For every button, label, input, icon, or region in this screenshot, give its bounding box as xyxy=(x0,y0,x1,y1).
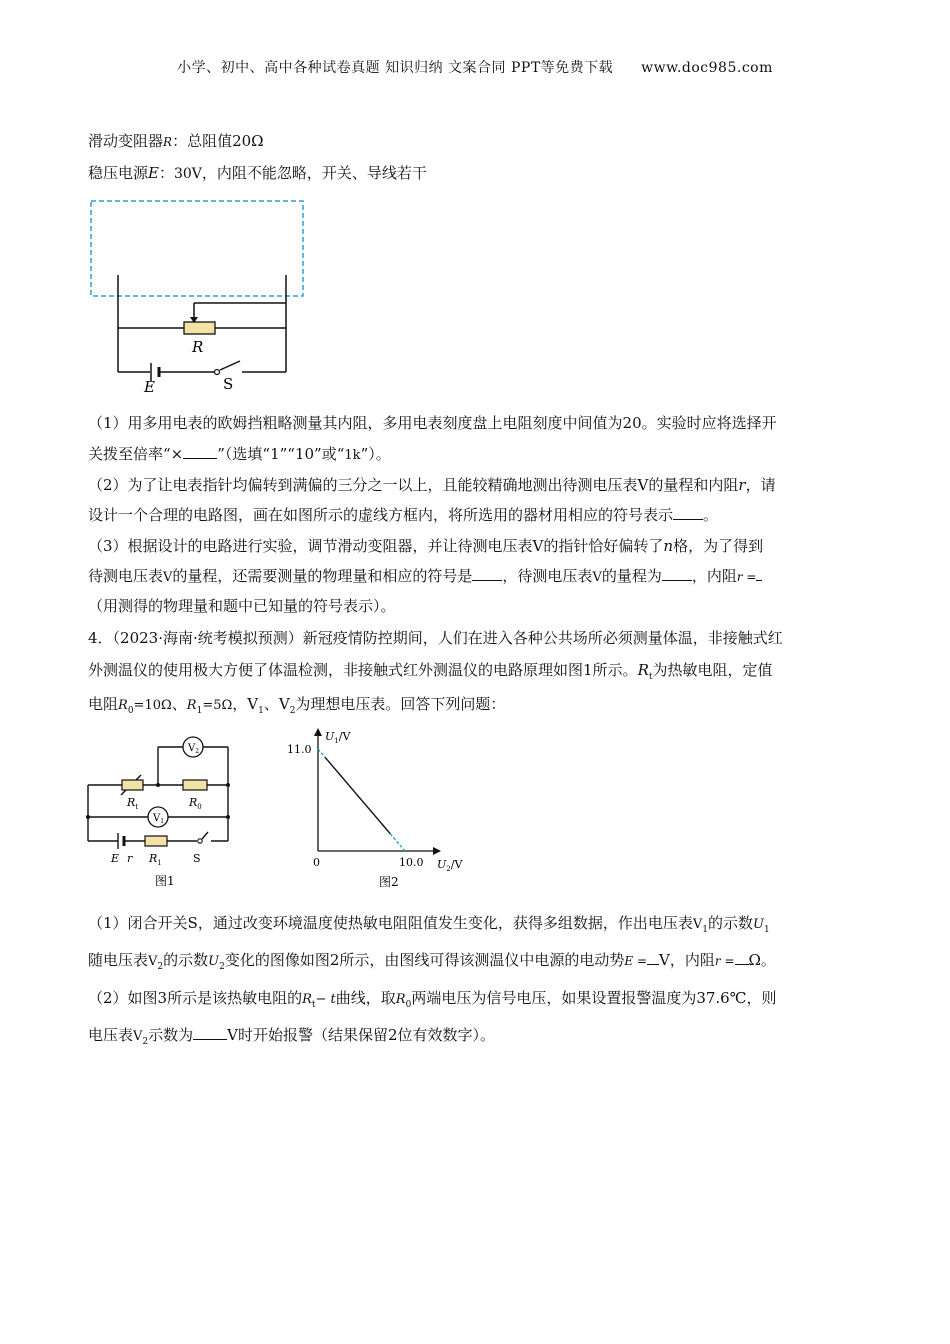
item-3-line-1: （3）根据设计的电路进行实验，调节滑动变阻器，并让待测电压表V的指针恰好偏转了n格，为了得到 xyxy=(88,537,764,555)
y-tick-max: 11.0 xyxy=(287,743,312,756)
item-3-line-3: （用测得的物理量和题中已知量的符号表示）。 xyxy=(88,597,396,615)
x-axis-label: $U_2/V$ xyxy=(437,858,463,873)
label-R: R xyxy=(192,338,204,356)
header-site: www.doc985.com xyxy=(641,60,773,76)
svg-text:S: S xyxy=(193,852,201,865)
series-extrapolated-low xyxy=(318,749,325,757)
resistor-R1 xyxy=(145,836,167,846)
svg-text:R1: $R_1$ xyxy=(149,852,162,867)
q4-line-3: 电阻$R_0=10\Omega$、$R_1=5\Omega$，$V_1$、$V_2$为理想电压表。回答下列问题： xyxy=(88,695,506,716)
circuit-figure-1 xyxy=(85,735,245,895)
item-1-line-1: （1）用多用电表的欧姆挡粗略测量其内阻，多用电表刻度盘上电阻刻度中间值为20。实验时应将选择开 xyxy=(88,414,777,432)
svg-text:r: r xyxy=(127,852,133,865)
item-3-line-2: 待测电压表V的量程，还需要测量的物理量和相应的符号是 ，待测电压表V的量程为 ，内阻r = xyxy=(88,566,762,588)
header-banner: 小学、初中、高中各种试卷真题 知识归纳 文案合同 PPT等免费下载 xyxy=(177,60,614,76)
svg-text:V2: $V_2$ xyxy=(188,743,200,755)
label-S: S xyxy=(223,375,234,393)
chart-figure-2 xyxy=(285,728,485,893)
label-E: E xyxy=(144,378,155,396)
svg-text:Rt: $R_t$ xyxy=(127,796,139,811)
item-2-line-2: 设计一个合理的电路图，画在如图所示的虚线方框内，将所选用的器材用相应的符号表示 。 xyxy=(88,506,719,524)
x-axis-arrow xyxy=(433,847,441,855)
svg-text:E: E xyxy=(111,852,120,865)
thermistor-Rt xyxy=(122,780,143,790)
design-dashed-box xyxy=(91,201,303,296)
rheostat-R xyxy=(184,322,215,334)
circuit-diagram-top xyxy=(88,195,318,400)
q4-item-1-line-1: （1）闭合开关S，通过改变环境温度使热敏电阻阻值发生变化，获得多组数据，作出电压表$V_1$的示数$U_1$ xyxy=(88,914,770,935)
switch-terminal xyxy=(215,370,220,375)
svg-text:V1: $V_1$ xyxy=(153,813,165,825)
y-axis-arrow xyxy=(314,728,322,736)
q4-line-2: 外测温仪的使用极大方便了体温检测，非接触式红外测温仪的电路原理如图1所示。$R_t$为热敏电阻，定值 xyxy=(88,661,773,682)
q4-line-1: 4．（2023·海南·统考模拟预测）新冠疫情防控期间，人们在进入各种公共场所必须测量体温，非接触式红 xyxy=(88,629,783,647)
series-measured xyxy=(325,757,390,834)
series-extrapolated-high xyxy=(390,834,405,851)
item-2-line-1: （2）为了让电表指针均偏转到满偏的三分之一以上，且能较精确地测出待测电压表V的量程和内阻r，请 xyxy=(88,476,776,494)
page-header xyxy=(0,57,950,77)
switch-terminal xyxy=(198,839,202,843)
y-axis-label: $U_1/V$ xyxy=(325,730,351,745)
q4-item-2-line-1: （2）如图3所示是该热敏电阻的$R_t- t$曲线，取$R_0$两端电压为信号电压，如果设置报警温度为37.6℃，则 xyxy=(88,989,777,1010)
chart-caption: 图2 xyxy=(379,875,399,889)
svg-text:图1: 图1 xyxy=(155,874,175,888)
resistor-R0 xyxy=(183,780,207,790)
q4-item-1-line-2: 随电压表$V_2$的示数$U_2$变化的图像如图2所示，由图线可得该测温仪中电源的电动势E = V，内阻r = Ω。 xyxy=(88,951,776,972)
x-tick-origin: 0 xyxy=(313,856,320,869)
item-1-line-2: 关拨至倍率“× ”（选填“1”“10”或“1k”）。 xyxy=(88,445,391,463)
x-tick-max: 10.0 xyxy=(399,856,424,869)
q4-item-2-line-2: 电压表$V_2$示数为 V时开始报警（结果保留2位有效数字）。 xyxy=(88,1026,496,1047)
equipment-rheostat: 滑动变阻器R：总阻值20Ω xyxy=(88,132,264,150)
svg-text:R0: $R_0$ xyxy=(189,796,202,811)
equipment-source: 稳压电源E：30V，内阻不能忽略，开关、导线若干 xyxy=(88,164,427,182)
